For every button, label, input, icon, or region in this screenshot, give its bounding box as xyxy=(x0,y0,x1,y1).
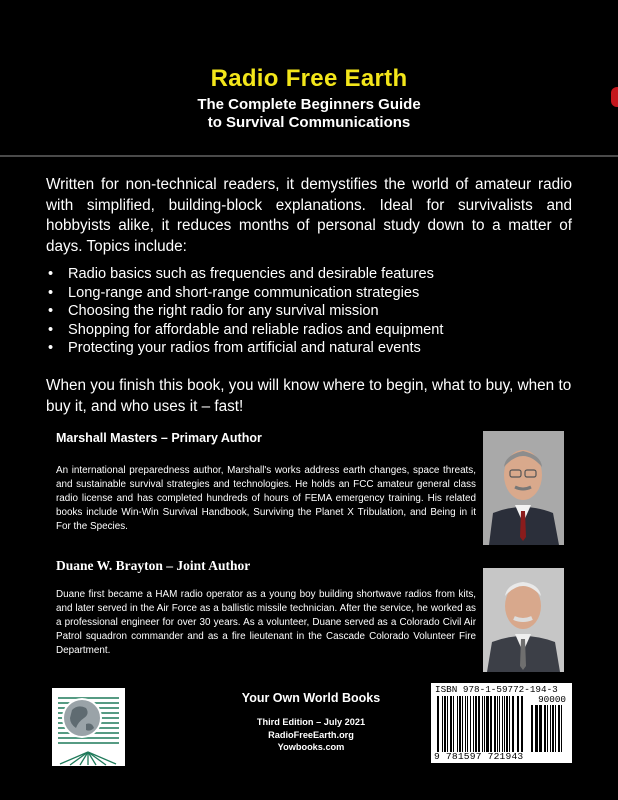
list-item: • Protecting your radios from artificial and natural events xyxy=(68,339,572,358)
author-1-portrait xyxy=(483,431,564,545)
author-1-photo xyxy=(483,431,564,545)
barcode-bars-addon xyxy=(531,705,567,752)
author-1-bio: An international preparedness author, Marshall's works address earth changes, space threats, and sustainable survival strategies and technologies. He holds an FCC amateur general class radio license and has completed hundreds of hours of FEMA emergency training. His related books include Win-Win Survival Handbook, Surviving the Planet X Tribulation, and Being in it For the Species. xyxy=(56,465,476,533)
website-radiofreeearth: RadioFreeEarth.org xyxy=(268,730,354,740)
globe-logo-icon xyxy=(52,688,125,766)
red-ribbon-tab xyxy=(611,87,618,107)
publisher-name: Your Own World Books xyxy=(241,691,381,705)
author-2-bio: Duane first became a HAM radio operator as a young boy building shortwave radios from kits, and later served in the Air Force as a ballistic missile technician. After the service, he worked as a professional engineer for over 30 years. As a volunteer, Duane served as a Colorado Civil Air Patrol squadron commander and as a fire lieutenant in the Cascade Colorado Volunteer Fire Department. xyxy=(56,589,476,657)
intro-paragraph: Written for non-technical readers, it demystifies the world of amateur radio with simplified, building-block explanations. Ideal for survivalists and hobbyists alike, it reduces months of personal study down to a matter of days. Topics include: xyxy=(46,176,572,255)
isbn-barcode xyxy=(431,683,572,763)
header-divider xyxy=(0,155,618,157)
subtitle-line-1: The Complete Beginners Guide xyxy=(197,96,421,113)
subtitle-line-2: to Survival Communications xyxy=(207,114,411,131)
list-item: • Radio basics such as frequencies and desirable features xyxy=(68,265,572,284)
author-2-photo xyxy=(483,568,564,672)
list-item: • Shopping for affordable and reliable radios and equipment xyxy=(68,321,572,340)
topics-list xyxy=(46,265,572,358)
list-item: • Long-range and short-range communication strategies xyxy=(68,284,572,303)
author-2-heading: Duane W. Brayton – Joint Author xyxy=(56,558,251,573)
book-title: Radio Free Earth xyxy=(210,65,408,92)
outro-paragraph: When you finish this book, you will know where to begin, what to buy, when to buy it, and who uses it – fast! xyxy=(46,377,572,415)
back-cover xyxy=(0,43,618,800)
cover-header xyxy=(0,43,618,155)
list-item: • Choosing the right radio for any survival mission xyxy=(68,302,572,321)
price-code-text: 90000 xyxy=(538,694,566,705)
author-1-heading: Marshall Masters – Primary Author xyxy=(56,431,262,445)
website-yowbooks: Yowbooks.com xyxy=(277,742,345,752)
author-2-portrait xyxy=(483,568,564,672)
barcode-bars-main xyxy=(437,696,527,752)
edition-text: Third Edition – July 2021 xyxy=(256,717,366,727)
ean-text: 9 781597 721943 xyxy=(434,751,524,762)
isbn-text: ISBN 978-1-59772-194-3 xyxy=(435,684,558,695)
publisher-logo xyxy=(52,688,125,766)
book-subtitle xyxy=(0,96,618,132)
